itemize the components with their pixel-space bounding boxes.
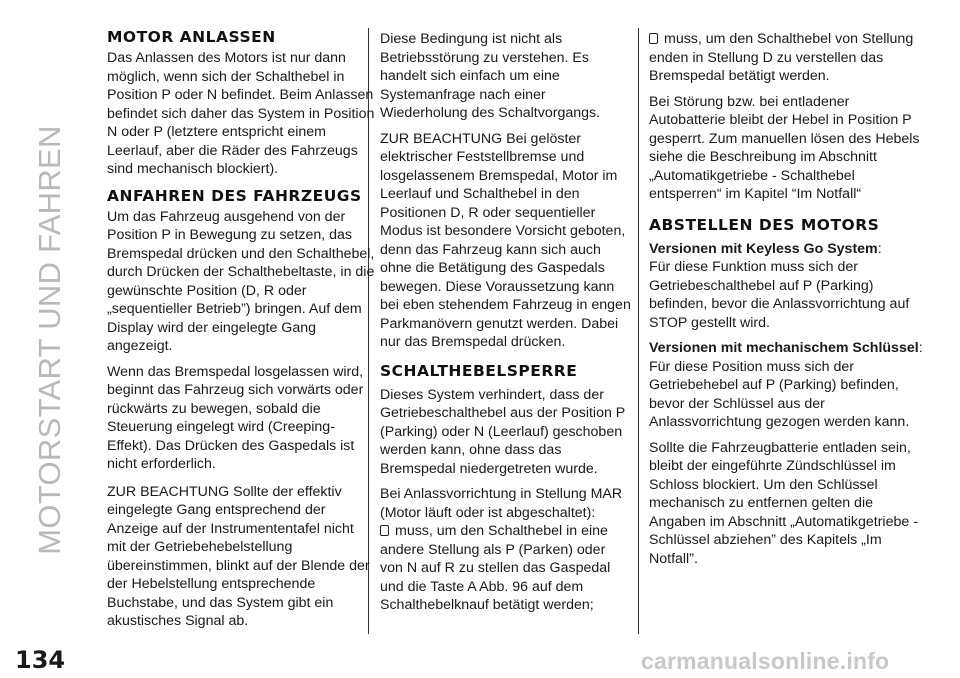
bullet-text: muss, um den Schalthebel in eine andere Stellung als P (Parken) oder von N auf R zu stellen das Gaspedal und die Taste A Abb. 96 auf dem Schalthebelknauf betätigt werden; [380,523,611,613]
key-bullet-icon [380,525,389,536]
keyless-label: Versionen mit Keyless Go System [649,240,878,257]
colon: : [877,240,882,257]
bullet-paragraph [380,522,632,615]
column-3 [649,30,927,575]
heading-anfahren: ANFAHREN DES FAHRZEUGS [107,186,362,205]
page-number: 134 [15,646,66,674]
heading-schalthebelsperre: SCHALTHEBELSPERRE [380,361,578,380]
column-divider [638,28,639,634]
watermark: carmanualsonline.info [641,648,890,674]
bullet-paragraph [649,30,927,86]
paragraph: Bei Anlassvorrichtung in Stellung MAR (Motor läuft oder ist abgeschaltet): [380,486,623,521]
column-2 [380,30,632,622]
key-bullet-icon [649,33,658,44]
paragraph: Für diese Funktion muss sich der Getriebeschalthebel auf P (Parking) befinden, bevor die Anlassvorrichtung auf STOP gestellt wird. [649,259,910,331]
chapter-side-title: MOTORSTART UND FAHREN [32,125,67,555]
heading-motor-anlassen: MOTOR ANLASSEN [107,28,276,46]
bullet-text: muss, um den Schalthebel von Stellung enden in Stellung D zu verstellen das Bremspedal betätigt werden. [649,31,914,84]
paragraph: Wenn das Bremspedal losgelassen wird, beginnt das Fahrzeug sich vorwärts oder rückwärts zu bewegen, sobald die Steuerung eingelegt wird (Creeping-Effekt). Das Drücken des Gaspedals ist nicht erforderlich. [107,363,364,472]
column-1 [107,30,375,638]
paragraph: Das Anlassen des Motors ist nur dann möglich, wenn sich der Schalthebel in Position P oder N befindet. Beim Anlassen befindet sich daher das System in Position N oder P (letztere entspricht einem Leerlauf, aber die Räder des Fahrzeugs sind mechanisch blockiert). [107,50,375,177]
heading-abstellen: ABSTELLEN DES MOTORS [649,215,880,234]
paragraph: Um das Fahrzeug ausgehend von der Position P in Bewegung zu setzen, das Bremspedal drücken und den Schalthebel, durch Drücken der Schalthebeltaste, in die gewünschte Position (D, R oder „sequentieller Betrieb”) bringen. Auf dem Display wird der eingelegte Gang angezeigt. [107,208,375,354]
paragraph: Sollte die Fahrzeugbatterie entladen sein, bleibt der eingeführte Zündschlüssel im Schloss blockiert. Um den Schlüssel mechanisch zu entfernen gelten die Angaben im Abschnitt „Automatikgetriebe - Schlüssel abziehen” des Kapitels „Im Notfall”. [649,439,918,567]
mechanical-key-text: : Für diese Position muss sich der Getriebehebel auf P (Parking) befinden, bevor der Schlüssel aus der Anlassvorrichtung gezogen werden kann. [649,340,923,430]
note-paragraph: ZUR BEACHTUNG Bei gelöster elektrischer Feststellbremse und losgelassenem Bremspedal, Motor im Leerlauf und Schalthebel in den Positionen D, R oder sequentieller Modus ist besondere Vorsicht geboten, denn das Fahrzeug kann sich auch ohne die Betätigung des Gaspedals bewegen. Diese Voraussetzung kann bei eben stehendem Fahrzeug in engen Parkmanövern genutzt werden. Dabei nur das Bremspedal drücken. [380,130,631,350]
paragraph [649,339,927,432]
paragraph: Bei Störung bzw. bei entladener Autobatterie bleibt der Hebel in Position P gesperrt. Zum manuellen lösen des Hebels siehe die Beschreibung im Abschnitt „Automatikgetriebe - Schalthebel entsperren“ im Kapitel “Im Notfall“ [649,93,920,202]
paragraph: Dieses System verhindert, dass der Getriebeschalthebel aus der Position P (Parking) oder N (Leerlauf) geschoben werden kann, ohne dass das Bremspedal niedergetreten wurde. [380,386,626,477]
paragraph: Diese Bedingung ist nicht als Betriebsstörung zu verstehen. Es handelt sich einfach um eine Systemanfrage nach einer Wiederholung des Schaltvorgangs. [380,31,601,121]
note-paragraph: ZUR BEACHTUNG Sollte der effektiv eingelegte Gang entsprechend der Anzeige auf der Instrumententafel nicht mit der Getriebehebelstellung übereinstimmen, blinkt auf der Blende der der Hebelstellung entsprechende Buchstabe, und das System gibt ein akustisches Signal ab. [107,483,370,629]
paragraph [649,240,927,259]
mechanical-key-label: Versionen mit mechanischem Schlüssel [649,340,919,356]
